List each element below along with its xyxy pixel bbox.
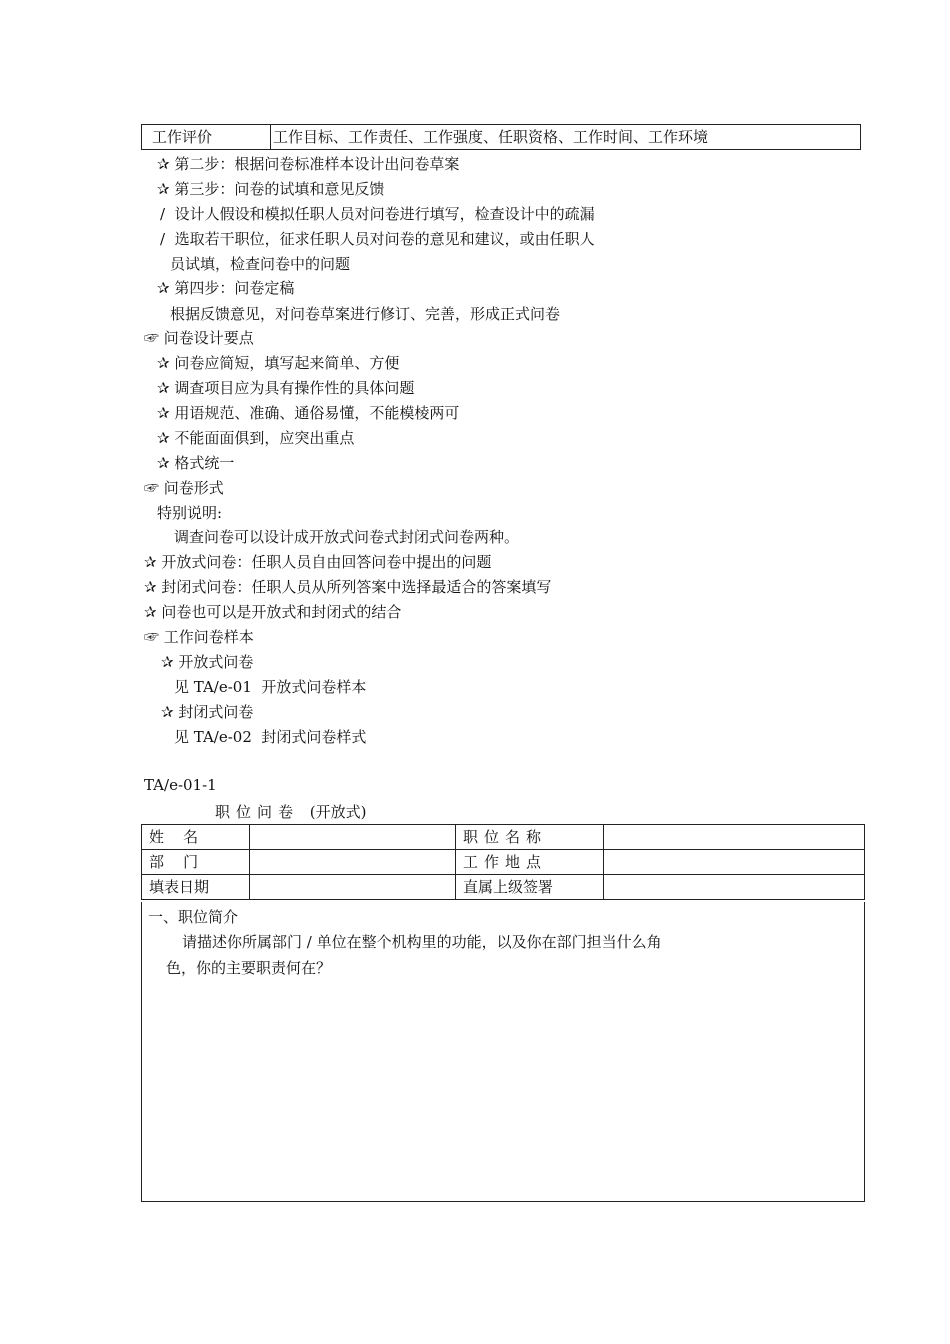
fill-date-label: 填表日期 [142, 875, 250, 900]
position-intro-prompt: 请描述你所属部门 / 单位在整个机构里的功能，以及你在部门担当什么角 [182, 933, 662, 951]
sample-open-heading: ✰ 开放式问卷 [161, 653, 254, 671]
position-title-label: 职位名称 [456, 825, 604, 850]
design-point-line: ✰ 调查项目应为具有操作性的具体问题 [157, 379, 415, 397]
step-three-line: ✰ 第三步：问卷的试填和意见反馈 [157, 180, 385, 198]
step-four-line: ✰ 第四步：问卷定稿 [157, 279, 295, 297]
department-field[interactable] [250, 850, 456, 875]
work-location-field[interactable] [604, 850, 865, 875]
special-note-label: 特别说明: [157, 504, 223, 522]
work-location-label: 工作地点 [456, 850, 604, 875]
table-row [142, 825, 865, 850]
form-type-line: ✰ 封闭式问卷：任职人员从所列答案中选择最适合的答案填写 [144, 578, 552, 596]
design-point-line: ✰ 问卷应简短，填写起来简单、方便 [157, 354, 400, 372]
section-heading-samples: ☞ 工作问卷样本 [144, 628, 254, 646]
supervisor-signature-label: 直属上级签署 [456, 875, 604, 900]
name-label: 姓 名 [142, 825, 250, 850]
form-title [215, 801, 367, 822]
supervisor-signature-field[interactable] [604, 875, 865, 900]
evaluation-label: 工作评价 [142, 125, 271, 150]
evaluation-table [141, 124, 861, 150]
substep-line: / 设计人假设和模拟任职人员对问卷进行填写，检查设计中的疏漏 [160, 205, 595, 223]
table-row [142, 850, 865, 875]
department-label: 部 门 [142, 850, 250, 875]
section-heading-form: ☞ 问卷形式 [144, 479, 224, 497]
step-four-detail-line: 根据反馈意见，对问卷草案进行修订、完善，形成正式问卷 [170, 305, 561, 323]
form-code: TA/e-01-1 [144, 776, 217, 794]
position-intro-prompt-continued: 色，你的主要职责何在？ [166, 959, 332, 977]
design-point-line: ✰ 用语规范、准确、通俗易懂，不能模棱两可 [157, 404, 460, 422]
sample-open-reference: 见 TA/e-01 开放式问卷样本 [174, 678, 367, 696]
position-title-field[interactable] [604, 825, 865, 850]
position-intro-box[interactable] [141, 902, 865, 1202]
substep-line: / 选取若干职位，征求任职人员对问卷的意见和建议，或由任职人 [160, 230, 595, 248]
form-type-line: ✰ 问卷也可以是开放式和封闭式的结合 [144, 603, 402, 621]
table-row [142, 875, 865, 900]
form-title-type: (开放式) [309, 803, 367, 821]
questionnaire-info-table [141, 824, 865, 900]
design-point-line: ✰ 格式统一 [157, 454, 235, 472]
name-field[interactable] [250, 825, 456, 850]
section-heading-design: ☞ 问卷设计要点 [144, 329, 254, 347]
sample-closed-reference: 见 TA/e-02 封闭式问卷样式 [174, 728, 367, 746]
special-note-text: 调查问卷可以设计成开放式问卷式封闭式问卷两种。 [174, 528, 520, 546]
form-title-main: 职位问卷 [215, 803, 300, 821]
form-type-line: ✰ 开放式问卷：任职人员自由回答问卷中提出的问题 [144, 553, 492, 571]
position-intro-heading: 一、职位简介 [148, 908, 239, 926]
substep-continuation-line: 员试填，检查问卷中的问题 [170, 255, 351, 273]
fill-date-field[interactable] [250, 875, 456, 900]
design-point-line: ✰ 不能面面俱到，应突出重点 [157, 429, 355, 447]
evaluation-value: 工作目标、工作责任、工作强度、任职资格、工作时间、工作环境 [271, 125, 861, 150]
sample-closed-heading: ✰ 封闭式问卷 [161, 703, 254, 721]
step-two-line: ✰ 第二步：根据问卷标准样本设计出问卷草案 [157, 155, 460, 173]
